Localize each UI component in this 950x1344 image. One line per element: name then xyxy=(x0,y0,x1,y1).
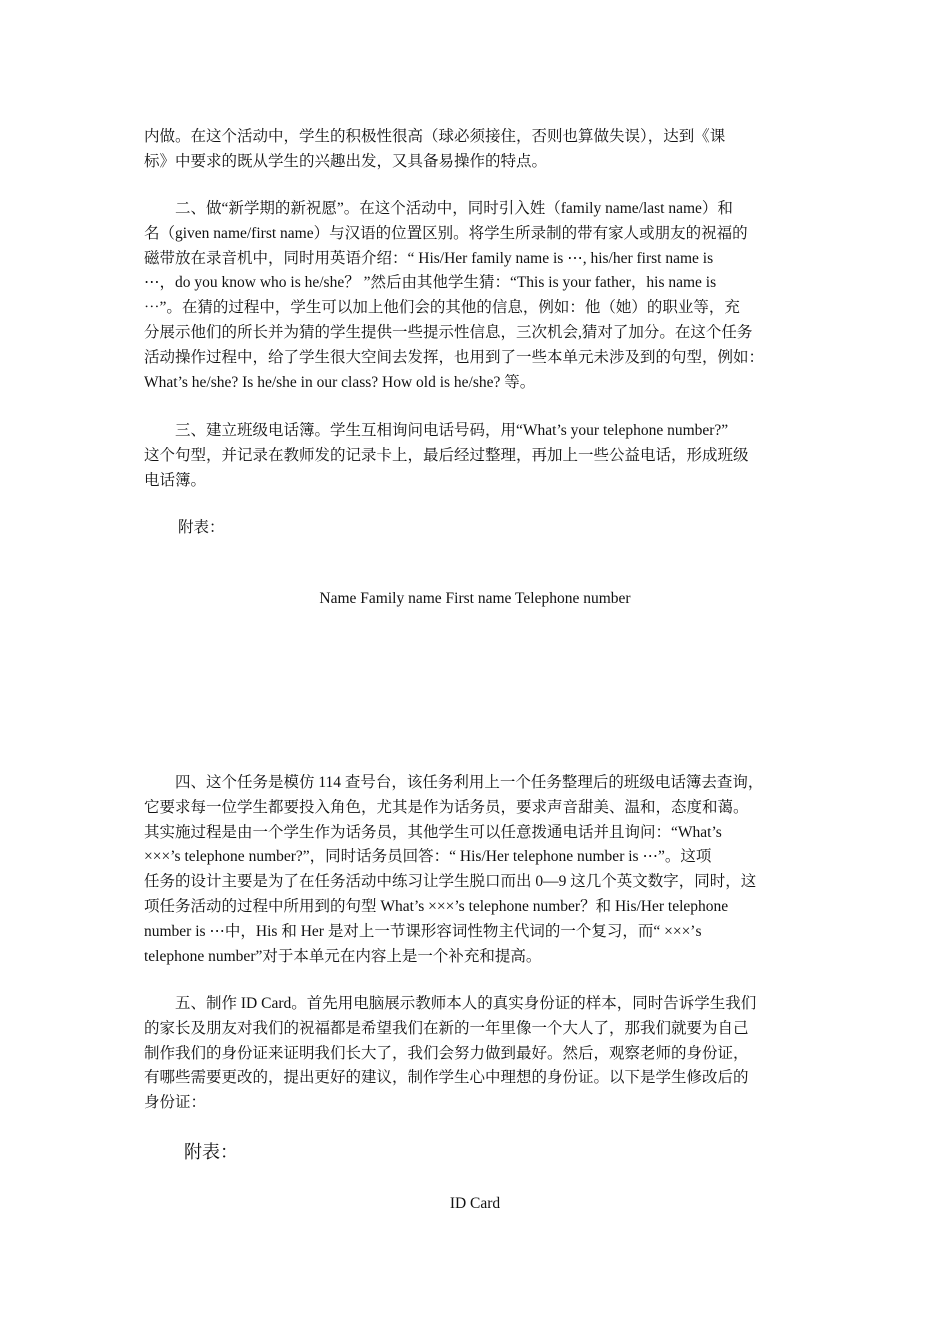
text-line: 身份证： xyxy=(144,1094,207,1112)
section-2-paragraph xyxy=(144,197,806,395)
text-line: 内做。在这个活动中，学生的积极性很高（球必须接住，否则也算做失误），达到《课 xyxy=(144,128,726,145)
table-header-row: Name Family name First name Telephone number xyxy=(319,590,631,607)
appendix-label-1: 附表： xyxy=(178,519,225,536)
text-line: ×××’s telephone number?”，同时话务员回答：“ His/Her telephone number is ⋯”。这项 xyxy=(144,848,712,866)
text-line: 制作我们的身份证来证明我们长大了，我们会努力做到最好。然后，观察老师的身份证， xyxy=(144,1044,749,1062)
section-5-paragraph xyxy=(144,992,806,1116)
text-line: 活动操作过程中，给了学生很大空间去发挥，也用到了一些本单元未涉及到的句型，例如： xyxy=(144,348,765,366)
text-line: 标》中要求的既从学生的兴趣出发，又具备易操作的特点。 xyxy=(144,152,548,170)
text-line: 这个句型，并记录在教师发的记录卡上，最后经过整理，再加上一些公益电话，形成班级 xyxy=(144,446,749,464)
text-line: ⋯，do you know who is he/she？ ”然后由其他学生猜：“This is your father，his name is xyxy=(144,274,717,292)
text-line: number is ⋯中，His 和 Her 是对上一节课形容词性物主代词的一个复习，而“ ×××’s xyxy=(144,922,702,940)
text-line: 名（given name/first name）与汉语的位置区别。将学生所录制的带有家人或朋友的祝福的 xyxy=(144,224,748,242)
id-card-title: ID Card xyxy=(449,1195,501,1212)
text-line: 磁带放在录音机中，同时用英语介绍：“ His/Her family name is ⋯, his/her first name is xyxy=(144,249,714,267)
text-line: 任务的设计主要是为了在任务活动中练习让学生脱口而出 0—9 这几个英文数字，同时，这 xyxy=(144,873,757,891)
text-line: 五、制作 ID Card。首先用电脑展示教师本人的真实身份证的样本，同时告诉学生我们 xyxy=(144,995,757,1012)
appendix-label-2: 附表： xyxy=(184,1142,238,1162)
text-line: 它要求每一位学生都要投入角色，尤其是作为话务员，要求声音甜美、温和，态度和蔼。 xyxy=(144,798,749,816)
text-line: 电话簿。 xyxy=(144,471,207,489)
text-line: 的家长及朋友对我们的祝福都是希望我们在新的一年里像一个大人了，那我们就要为自己 xyxy=(144,1019,749,1037)
text-line: 其实施过程是由一个学生作为话务员，其他学生可以任意拨通电话并且询问：“What’s xyxy=(144,823,722,841)
section-3-paragraph xyxy=(144,419,806,493)
section-4-paragraph xyxy=(144,771,806,969)
text-line: 四、这个任务是模仿 114 查号台，该任务利用上一个任务整理后的班级电话簿去查询， xyxy=(144,774,764,791)
text-line: 有哪些需要更改的，提出更好的建议，制作学生心中理想的身份证。以下是学生修改后的 xyxy=(144,1069,749,1087)
text-line: 三、建立班级电话簿。学生互相询问电话号码，用“What’s your telephone number?” xyxy=(144,422,729,439)
text-line: 项任务活动的过程中所用到的句型 What’s ×××’s telephone number？和 His/Her telephone xyxy=(144,897,729,915)
text-line: What’s he/she? Is he/she in our class? How old is he/she? 等。 xyxy=(144,373,536,391)
text-line: 二、做“新学期的新祝愿”。在这个活动中，同时引入姓（family name/last name）和 xyxy=(144,200,733,217)
text-line: telephone number”对于本单元在内容上是一个补充和提高。 xyxy=(144,947,542,965)
text-line: ⋯”。在猜的过程中，学生可以加上他们会的其他的信息，例如：他（她）的职业等，充 xyxy=(144,299,740,317)
text-line: 分展示他们的所长并为猜的学生提供一些提示性信息，三次机会,猜对了加分。在这个任务 xyxy=(144,323,753,341)
intro-paragraph xyxy=(144,125,806,175)
